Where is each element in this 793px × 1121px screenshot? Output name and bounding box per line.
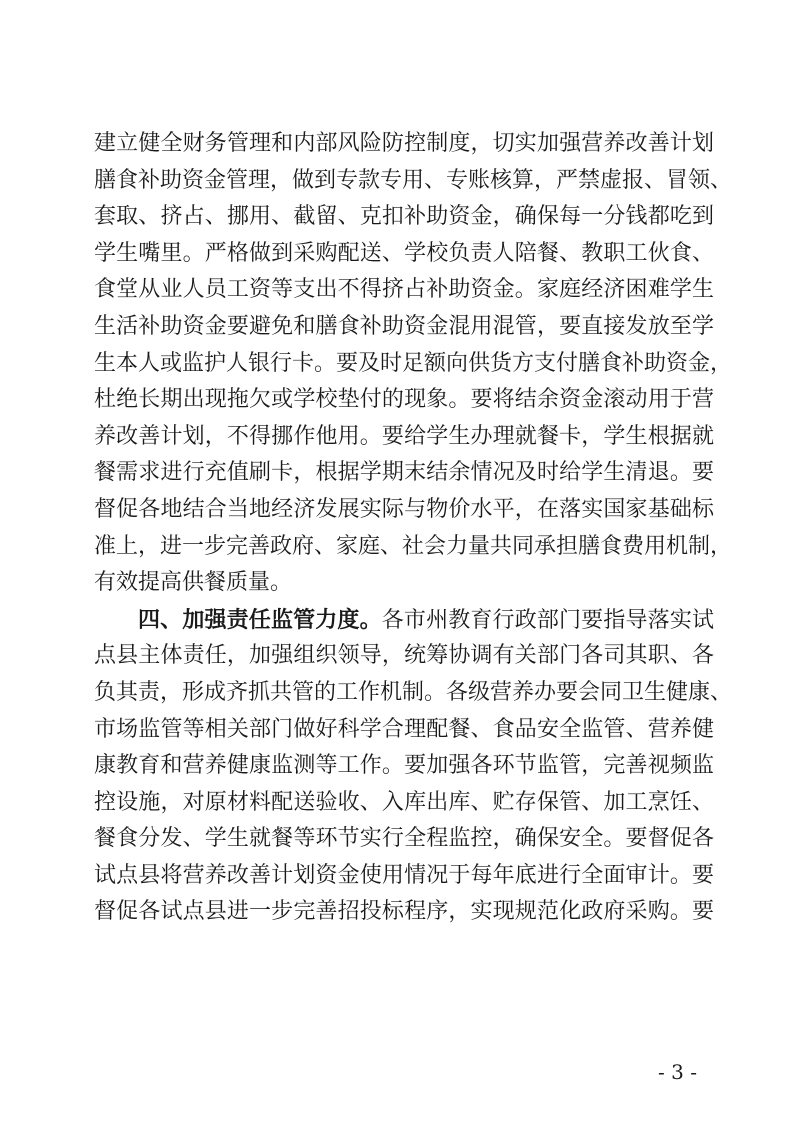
paragraph-line: 负其责，形成齐抓共管的工作机制。各级营养办要会同卫生健康、 bbox=[94, 679, 733, 705]
paragraph-line: 养改善计划，不得挪作他用。要给学生办理就餐卡，学生根据就 bbox=[94, 423, 714, 449]
paragraph-line: 餐需求进行充值刷卡，根据学期末结余情况及时给学生清退。要 bbox=[94, 460, 714, 486]
paragraph-line: 市场监管等相关部门做好科学合理配餐、食品安全监管、营养健 bbox=[94, 716, 714, 742]
paragraph-line: 康教育和营养健康监测等工作。要加强各环节监管，完善视频监 bbox=[94, 753, 714, 779]
page-number: - 3 - bbox=[658, 1060, 697, 1084]
body-text bbox=[94, 126, 733, 931]
paragraph-line: 套取、挤占、挪用、截留、克扣补助资金，确保每一分钱都吃到 bbox=[94, 204, 714, 230]
paragraph-line: 生本人或监护人银行卡。要及时足额向供货方支付膳食补助资金， bbox=[94, 350, 733, 376]
paragraph-line: 有效提高供餐质量。 bbox=[94, 570, 293, 596]
paragraph-line: 点县主体责任，加强组织领导，统筹协调有关部门各司其职、各 bbox=[94, 643, 714, 669]
paragraph-line: 试点县将营养改善计划资金使用情况于每年底进行全面审计。要 bbox=[94, 862, 714, 888]
section-heading: 四、加强责任监管力度。 bbox=[138, 606, 382, 633]
paragraph-line: 督促各试点县进一步完善招投标程序，实现规范化政府采购。要 bbox=[94, 899, 714, 925]
paragraph-line: 控设施，对原材料配送验收、入库出库、贮存保管、加工烹饪、 bbox=[94, 789, 714, 815]
paragraph-line: 杜绝长期出现拖欠或学校垫付的现象。要将结余资金滚动用于营 bbox=[94, 387, 714, 413]
paragraph-line: 准上，进一步完善政府、家庭、社会力量共同承担膳食费用机制， bbox=[94, 533, 733, 559]
section-first-line bbox=[94, 602, 714, 639]
paragraph-line: 食堂从业人员工资等支出不得挤占补助资金。家庭经济困难学生 bbox=[94, 277, 714, 303]
section-first-line-text: 各市州教育行政部门要指导落实试 bbox=[381, 607, 714, 633]
paragraph-line: 督促各地结合当地经济发展实际与物价水平，在落实国家基础标 bbox=[94, 496, 714, 522]
paragraph-line: 建立健全财务管理和内部风险防控制度，切实加强营养改善计划 bbox=[94, 131, 714, 156]
paragraph-line: 膳食补助资金管理，做到专款专用、专账核算，严禁虚报、冒领、 bbox=[94, 167, 733, 193]
paragraph-line: 生活补助资金要避免和膳食补助资金混用混管，要直接发放至学 bbox=[94, 313, 714, 339]
paragraph-line: 餐食分发、学生就餐等环节实行全程监控，确保安全。要督促各 bbox=[94, 826, 714, 852]
paragraph-line: 学生嘴里。严格做到采购配送、学校负责人陪餐、教职工伙食、 bbox=[94, 240, 714, 266]
